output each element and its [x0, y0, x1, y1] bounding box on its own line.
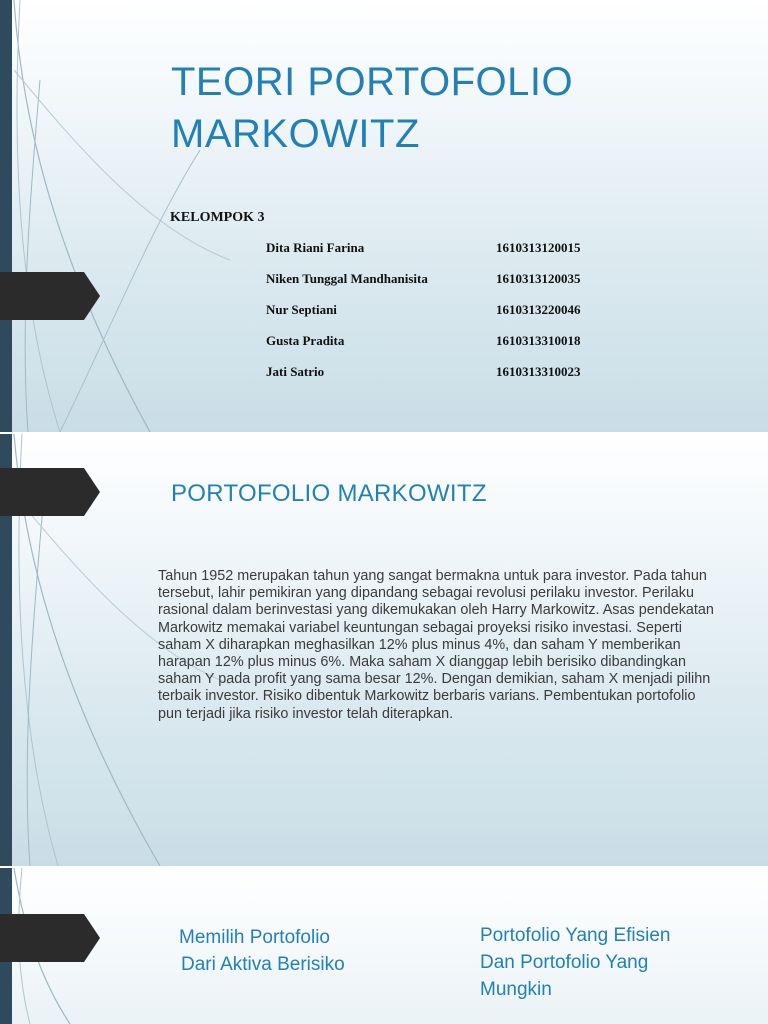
page-title-line: MARKOWITZ [171, 112, 420, 156]
member-row [0, 240, 768, 260]
member-row [0, 364, 768, 384]
topic-left [179, 924, 409, 978]
member-row [0, 271, 768, 291]
member-nim: 1610313120035 [496, 271, 581, 286]
group-label: KELOMPOK 3 [170, 210, 265, 225]
member-name: Jati Satrio [266, 364, 325, 379]
member-nim: 1610313120015 [496, 240, 581, 255]
topic-left-line: Memilih Portofolio [179, 927, 330, 948]
member-name: Dita Riani Farina [266, 240, 365, 255]
member-name: Nur Septiani [266, 302, 337, 317]
member-name: Niken Tunggal Mandhanisita [266, 271, 428, 286]
topic-right-line: Portofolio Yang Efisien [480, 925, 671, 946]
member-row [0, 333, 768, 353]
member-nim: 1610313310023 [496, 364, 581, 379]
slide-title [0, 0, 768, 432]
arrow-tab-icon [0, 914, 100, 962]
body-paragraph: Tahun 1952 merupakan tahun yang sangat bermakna untuk para investor. Pada tahun tersebut, lahir pemikiran yang dipandang sebagai revolusi perilaku investor. Perilaku rasional dalam berinvestasi yang dikemukakan oleh Harry Markowitz. Asas pendekatan Markowitz memakai variabel keuntungan sebagai proyeksi risiko investasi. Seperti saham X diharapkan meghasilkan 12% plus minus 4%, dan saham Y memberikan harapan 12% plus minus 6%. Maka saham X dianggap lebih berisiko dibandingkan saham Y pada profit yang sama besar 12%. Dengan demikian, saham X menjadi pilihn terbaik investor. Risiko dibentuk Markowitz berbaris varians. Pembentukan portofolio pun terjadi jika risiko investor telah diterapkan. [158, 568, 714, 722]
topic-left-line: Dari Aktiva Berisiko [181, 954, 345, 975]
topic-right-line: Dan Portofolio Yang [480, 952, 649, 973]
member-row [0, 302, 768, 322]
slide-portofolio-topics [0, 868, 768, 1024]
member-name: Gusta Pradita [266, 333, 345, 348]
page-title [171, 56, 573, 160]
topic-right [480, 922, 740, 1003]
slide-portofolio-markowitz [0, 434, 768, 866]
member-nim: 1610313220046 [496, 302, 581, 317]
section-title: PORTOFOLIO MARKOWITZ [171, 480, 487, 507]
arrow-tab-icon [0, 468, 100, 516]
member-nim: 1610313310018 [496, 333, 581, 348]
topic-right-line: Mungkin [480, 979, 552, 1000]
page-title-line: TEORI PORTOFOLIO [171, 60, 574, 104]
